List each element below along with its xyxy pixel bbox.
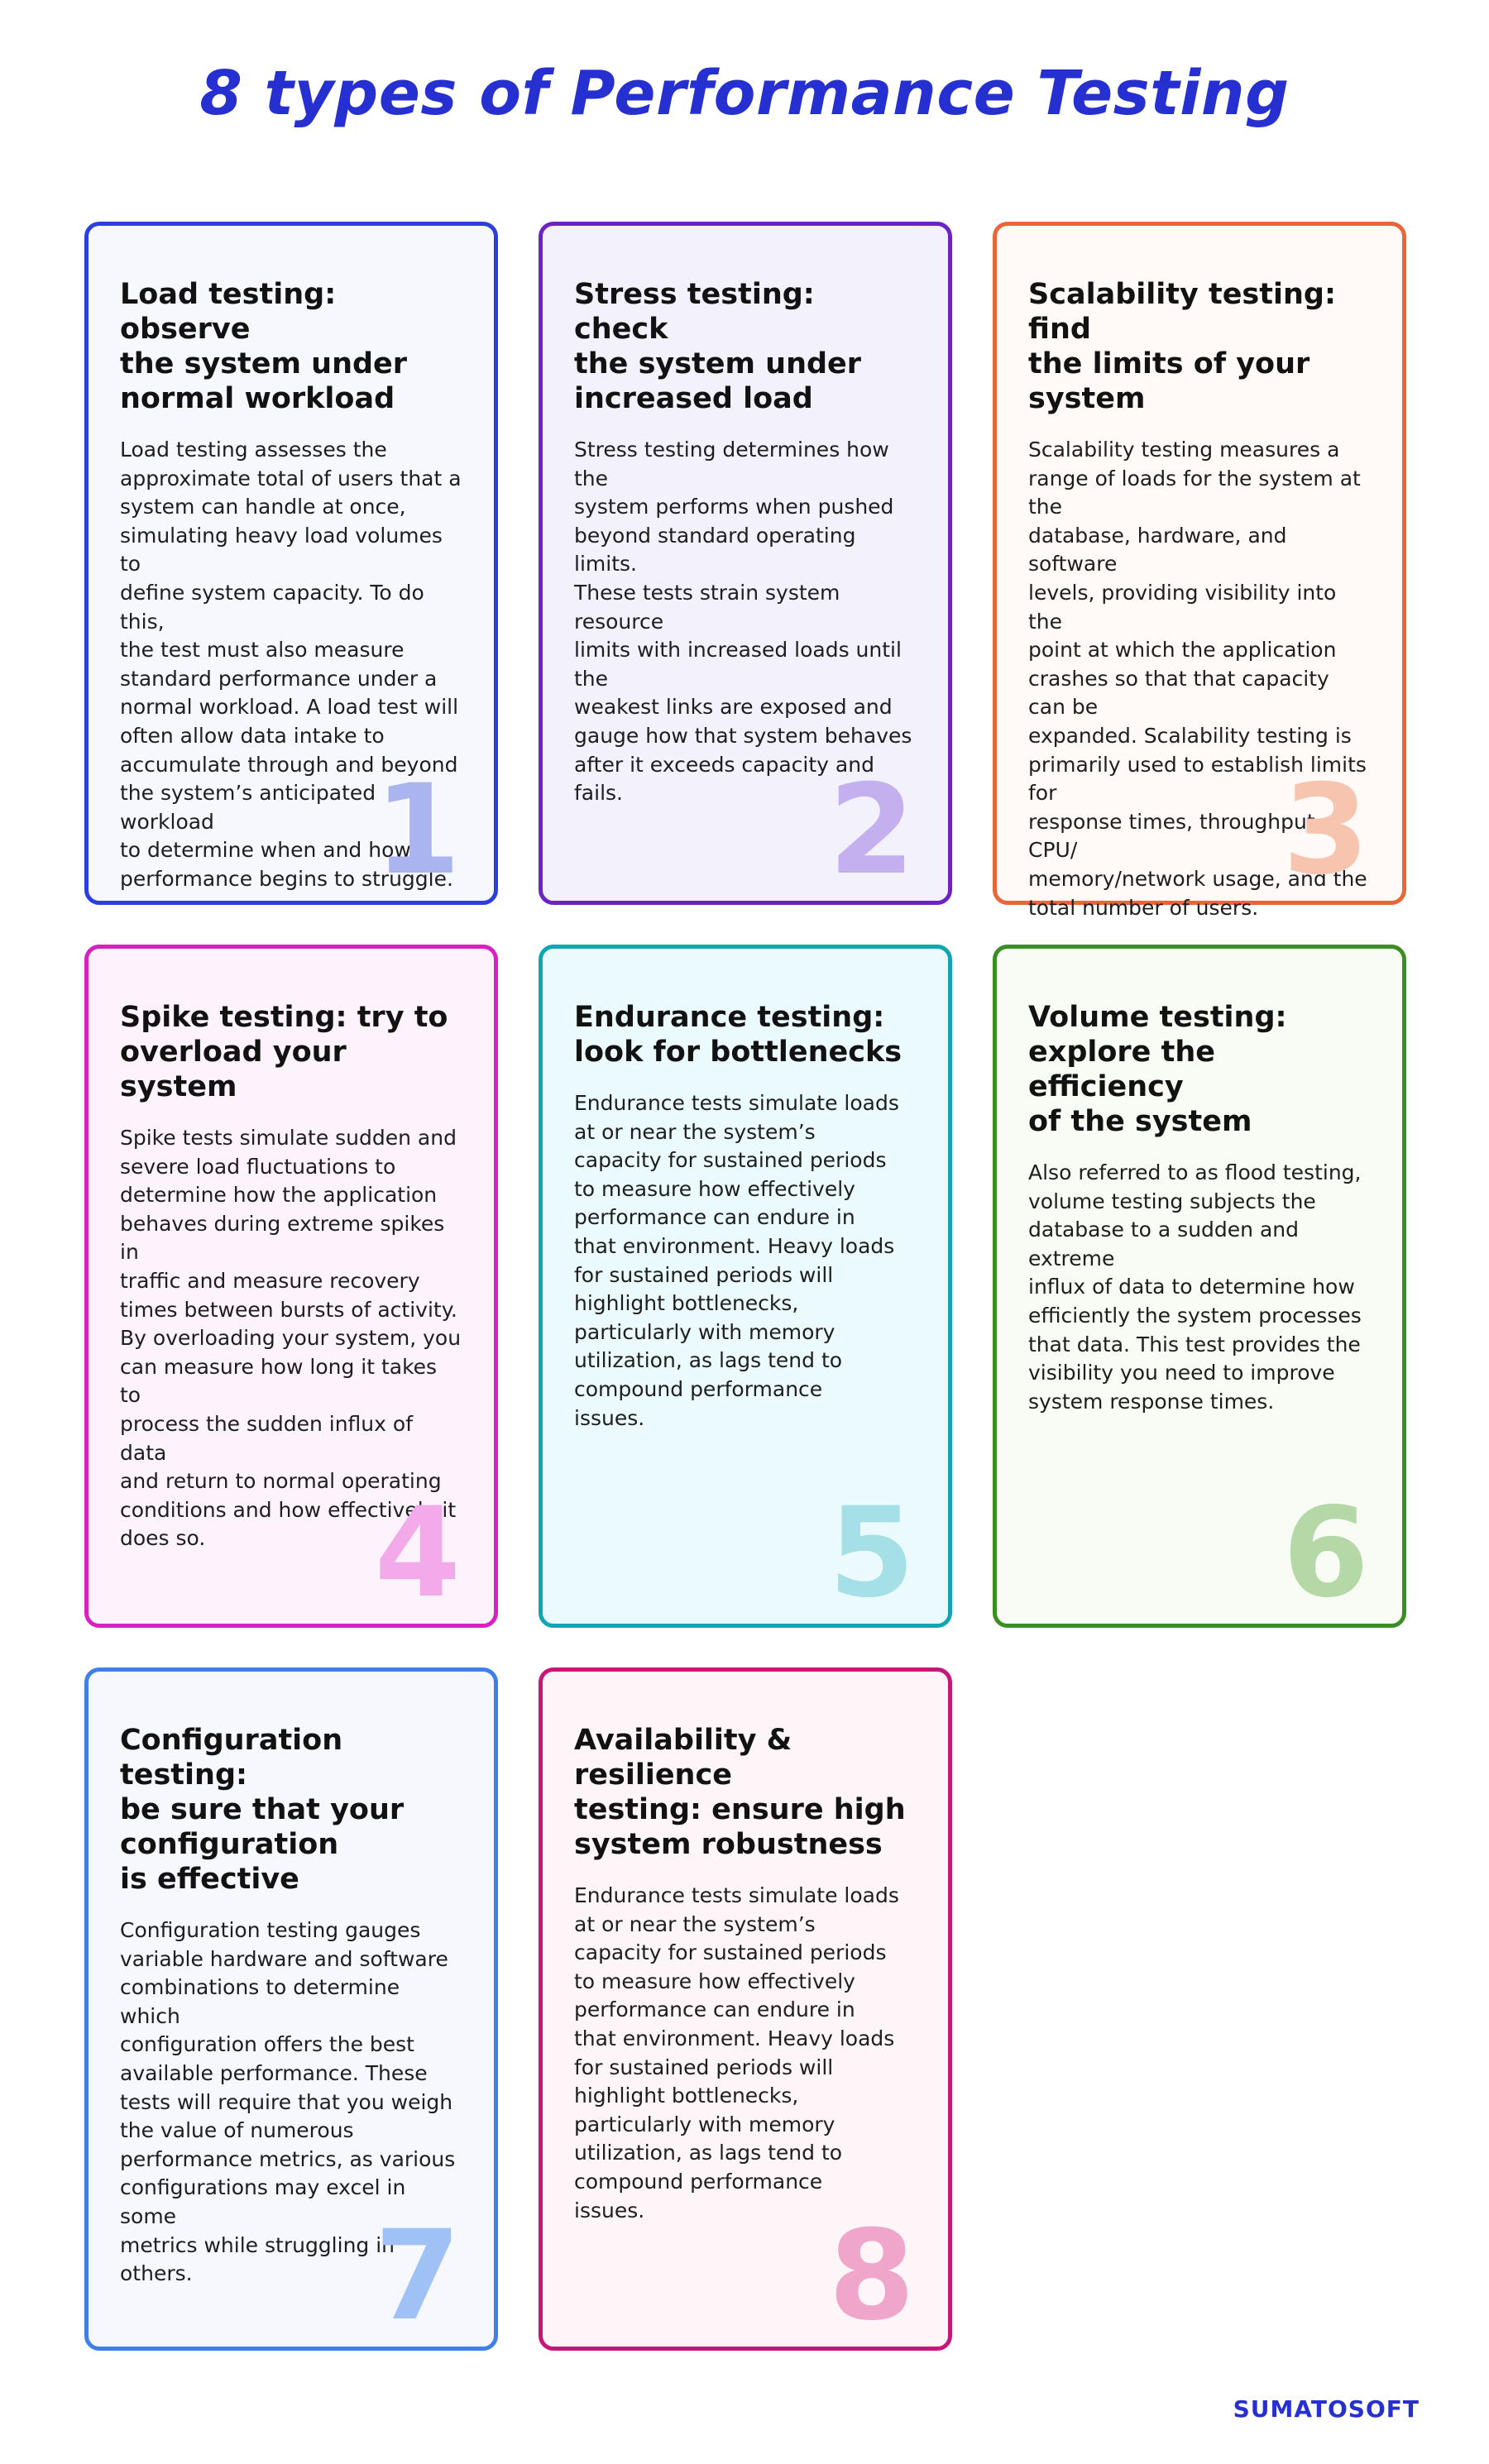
card-title: Scalability testing: find the limits of your system [1028,278,1336,415]
card-title: Availability & resilience testing: ensure high system robustness [574,1724,906,1861]
card-stress-testing [539,222,952,905]
card-description: Configuration testing gauges variable hardware and software combinations to determine which configuration offers the best available performance. These tests will require that you weigh the value of numerous performance metrics, as various configurations may excel in some metrics while struggling in others. [120,1918,456,2286]
card-description: Load testing assesses the approximate total of users that a system can handle at once, simulating heavy load volumes to define system capacity. To do this, the test must also measure standard performance under a normal workload. A load test will often allow data intake to accumulate through and beyond the system’s anticipated workload to determine when and how performance begins to struggle. [120,438,462,891]
card-description: Spike tests simulate sudden and severe load fluctuations to determine how the application behaves during extreme spikes in traffic and measure recovery times between bursts of activity. By overloading your system, you can measure how long it takes to process the sudden influx of data and return to normal operating conditions and how effectively it does so. [120,1126,462,1551]
card-scalability-testing [993,222,1406,920]
card-endurance-testing [539,945,952,1628]
card-title: Volume testing: explore the efficiency of the system [1028,1001,1287,1138]
card-description: Stress testing determines how the system performs when pushed beyond standard operating limits. These tests strain system resource limits with increased loads until the weakest links are exposed and gauge how that system behaves after it exceeds capacity and fails. [574,438,912,806]
card-spike-testing [84,945,498,1628]
card-title: Stress testing: check the system under increased load [574,278,862,415]
card-title: Spike testing: try to overload your system [120,1001,448,1103]
card-configuration-testing [84,1667,498,2351]
card-description: Endurance tests simulate loads at or near the system’s capacity for sustained periods to measure how effectively performance can endure in that environment. Heavy loads for sustained periods will highlight bottlenecks, particularly with memory utilization, as lags tend to compound performance issues. [574,1091,899,1430]
card-description: Endurance tests simulate loads at or near the system’s capacity for sustained periods to measure how effectively performance can endure in that environment. Heavy loads for sustained periods will highlight bottlenecks, particularly with memory utilization, as lags tend to compound performance issues. [574,1883,899,2222]
card-number: 1 [374,758,461,902]
card-number: 7 [374,2204,461,2348]
card-title: Configuration testing: be sure that your configuration is effective [120,1724,405,1896]
card-load-testing [84,222,498,905]
card-number: 4 [374,1481,461,1625]
card-number: 3 [1282,758,1369,902]
card-number: 6 [1282,1481,1369,1625]
card-volume-testing [993,945,1406,1628]
page-title: 8 types of Performance Testing [199,58,1290,129]
card-availability-resilience-testing [539,1667,952,2351]
card-number: 2 [828,758,915,902]
card-description: Scalability testing measures a range of loads for the system at the database, hardware, and software levels, providing visibility into the point at which the application crashes so that that capacity can be expanded. Scalability testing is primarily used to establish limits for response times, throughput, CPU/ memory/network usage, and the total number of users. [1028,438,1367,920]
card-title: Load testing: observe the system under normal workload [120,278,408,415]
card-description: Also referred to as flood testing, volume testing subjects the database to a sudden and extreme influx of data to determine how efficiently the system processes that data. This test provides the visibility you need to improve system response times. [1028,1160,1362,1414]
card-number: 8 [828,2204,915,2348]
card-title: Endurance testing: look for bottlenecks [574,1001,902,1069]
card-number: 5 [828,1481,915,1625]
brand-logo: SUMATOSOFT [1233,2395,1420,2423]
